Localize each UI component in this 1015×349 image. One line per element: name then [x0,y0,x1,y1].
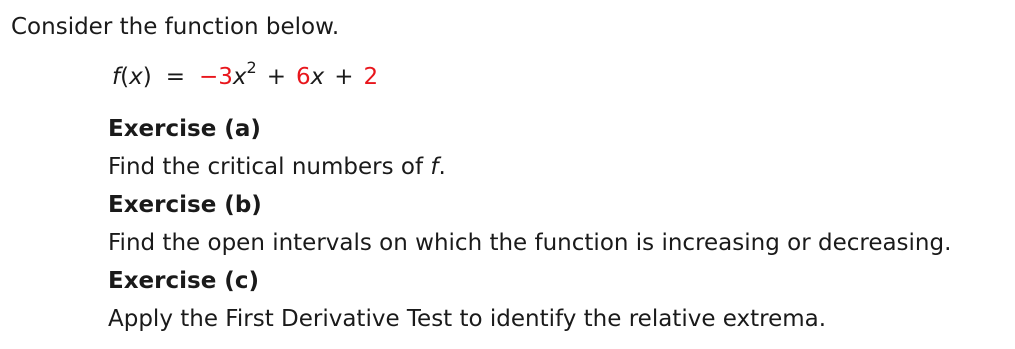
function-variable: x [129,64,143,90]
exercise-a-heading: Exercise (a) [108,116,261,142]
intro-text: Consider the function below. [11,14,340,40]
exercise-a-text-main: Find the critical numbers of [108,154,431,180]
exercise-a-text-var: f [430,154,439,180]
equals-sign: = [165,64,185,90]
plus-sign-1: + [266,64,286,90]
open-paren: ( [120,64,130,90]
exercise-a-text-end: . [438,154,446,180]
exercise-a-text [108,152,446,182]
function-name: f [112,64,121,90]
constant-c: 2 [363,64,379,90]
plus-sign-2: + [334,64,354,90]
close-paren: ) [142,64,152,90]
exponent-a: 2 [246,58,257,78]
exercise-b-heading: Exercise (b) [108,192,262,218]
variable-a: x [232,64,247,90]
exercise-b-text: Find the open intervals on which the function is increasing or decreasing. [108,230,952,256]
coefficient-a: −3 [198,64,233,90]
coefficient-b: 6 [295,64,311,90]
variable-b: x [310,64,325,90]
function-equation [112,58,379,92]
exercise-c-text: Apply the First Derivative Test to identify the relative extrema. [108,306,827,332]
exercise-c-heading: Exercise (c) [108,268,259,294]
